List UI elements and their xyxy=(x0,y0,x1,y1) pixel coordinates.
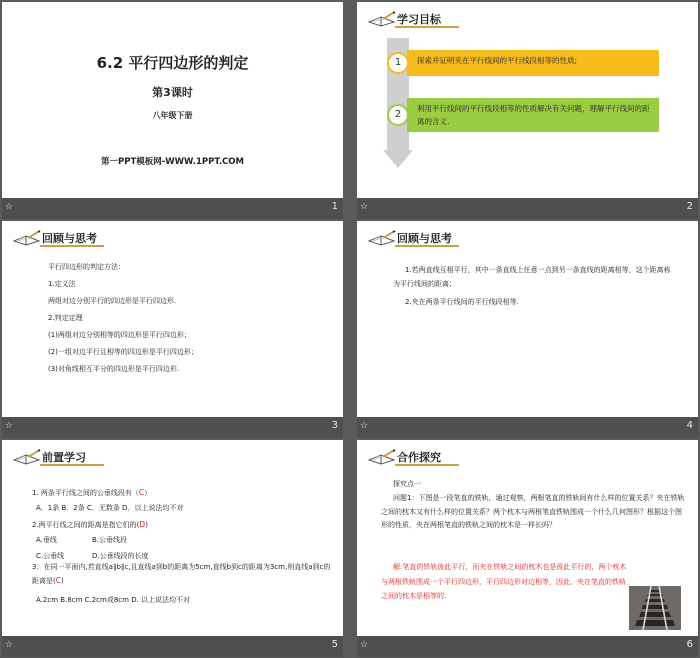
slide-footer xyxy=(2,636,343,657)
question-text: 3．在同一平面内,若直线a∥b∥c,且直线a到b的距离为5cm,直线b到c的距离为3cm,则直线a到c的距离是( xyxy=(32,563,331,585)
slide-number: 5 xyxy=(331,639,338,650)
option-c: C.公垂线 xyxy=(36,552,65,560)
text-line: (3)对角线相互平分的四边形是平行四边形. xyxy=(48,365,180,373)
slide-footer xyxy=(2,198,343,219)
text-line: 两组对边分别平行的四边形是平行四边形. xyxy=(48,297,177,305)
slide-footer xyxy=(2,417,343,438)
header-underline xyxy=(40,245,104,247)
paragraph-2: 2.夹在两条平行线间的平行线段相等. xyxy=(405,298,519,306)
slide-number: 2 xyxy=(686,201,693,212)
slide-footer xyxy=(357,198,698,219)
option-b: B.公垂线段 xyxy=(92,536,128,544)
question-close: ) xyxy=(60,577,64,585)
slide-number: 4 xyxy=(686,420,693,431)
question-paragraph: 问题1：下图是一段笔直的铁轨，通过观察，两根笔直的铁轨间有什么样的位置关系？夹在铁轨之间的枕木又有什么样的位置关系？两个枕木与两根笔直铁轨围成一个什么几何图形？根据这个图形的性质，夹在两根笔直的铁轨之间的枕木是一样长吗？ xyxy=(381,494,685,529)
goal-box-1 xyxy=(407,50,659,76)
slide-canvas xyxy=(357,440,698,636)
goal-text: 利用平行线间的平行线段相等的性质解决有关问题，理解平行线间的距离的含义. xyxy=(417,104,650,126)
header-title: 学习目标 xyxy=(397,13,441,26)
goal-box-2 xyxy=(407,98,659,132)
header-title: 回顾与思考 xyxy=(42,232,97,245)
question-text: 1. 两条平行线之间的公垂线段有（ xyxy=(32,489,139,497)
star-icon[interactable]: ☆ xyxy=(360,640,369,650)
slide-number: 6 xyxy=(686,639,693,650)
answer-mark: C xyxy=(138,488,145,497)
explore-point: 探究点一 xyxy=(393,480,421,488)
header-title: 前置学习 xyxy=(42,451,86,464)
question-3 xyxy=(32,561,334,588)
goal-text: 探索并证明夹在平行线间的平行线段相等的性质; xyxy=(417,56,578,65)
slide-title: 6.2 平行四边形的判定 xyxy=(96,54,249,72)
text-line: 平行四边形的判定方法： xyxy=(48,263,125,271)
slide-number: 1 xyxy=(331,201,338,212)
star-icon[interactable]: ☆ xyxy=(5,202,14,212)
goal-badge-1: 1 xyxy=(387,52,409,74)
text-line: 2.判定定理 xyxy=(48,314,83,322)
grade-label: 八年级下册 xyxy=(152,111,193,120)
header-underline xyxy=(395,26,459,28)
slide-canvas xyxy=(2,221,343,417)
question-text: 2.两平行线之间的距离是指它们的( xyxy=(32,521,140,529)
slide-footer xyxy=(357,417,698,438)
slide-canvas xyxy=(2,2,343,198)
solution-paragraph: 解:笔直的铁轨彼此平行，而夹在铁轨之间的枕木也是彼此平行的，两个枕木与两根铁轨围成一个平行四边形，平行四边形对边相等，因此，夹在笔直的铁轨之间的枕木是相等的. xyxy=(381,563,627,600)
slide-number: 3 xyxy=(331,420,338,431)
question-close: ) xyxy=(145,521,148,529)
star-icon[interactable]: ☆ xyxy=(360,421,369,431)
question-close: ） xyxy=(144,489,152,497)
header-title: 合作探究 xyxy=(397,451,441,464)
book-pen-icon xyxy=(12,446,42,466)
book-pen-icon xyxy=(12,227,42,247)
text-line: (2)一组对边平行且相等的四边形是平行四边形； xyxy=(48,348,198,356)
header-underline xyxy=(40,464,104,466)
header-title: 回顾与思考 xyxy=(397,232,452,245)
slide-subtitle: 第3课时 xyxy=(152,86,193,99)
slide-canvas xyxy=(357,221,698,417)
answer-mark: D xyxy=(139,520,146,529)
site-label: 第一PPT模板网-WWW.1PPT.COM xyxy=(101,157,244,167)
book-pen-icon xyxy=(367,446,397,466)
slide-footer xyxy=(357,636,698,657)
option-d: D.公垂线段的长度 xyxy=(92,552,149,560)
star-icon[interactable]: ☆ xyxy=(5,421,14,431)
progress-arrow-head xyxy=(383,150,413,168)
header-underline xyxy=(395,464,459,466)
slide-canvas xyxy=(2,440,343,636)
answer-mark: C xyxy=(55,576,61,585)
star-icon[interactable]: ☆ xyxy=(360,202,369,212)
paragraph-1: 1.若两直线互相平行，其中一条直线上任意一点到另一条直线的距离相等，这个距离称为平行线间的距离； xyxy=(393,266,671,288)
text-line: (1)两组对边分别相等的四边形是平行四边形； xyxy=(48,331,191,339)
goal-badge-2: 2 xyxy=(387,104,409,126)
option-a: A.垂线 xyxy=(36,536,57,544)
header-underline xyxy=(395,245,459,247)
railway-track-image xyxy=(629,586,681,630)
book-pen-icon xyxy=(367,227,397,247)
star-icon[interactable]: ☆ xyxy=(5,640,14,650)
slide-canvas xyxy=(357,2,698,198)
book-pen-icon xyxy=(367,8,397,28)
question-1-options: A．1条 B．2条 C．无数条 D．以上说法均不对 xyxy=(36,504,184,512)
text-line: 1.定义法 xyxy=(48,280,76,288)
question-3-options: A.2cm B.8cm C.2cm或8cm D. 以上说法均不对 xyxy=(36,596,191,604)
